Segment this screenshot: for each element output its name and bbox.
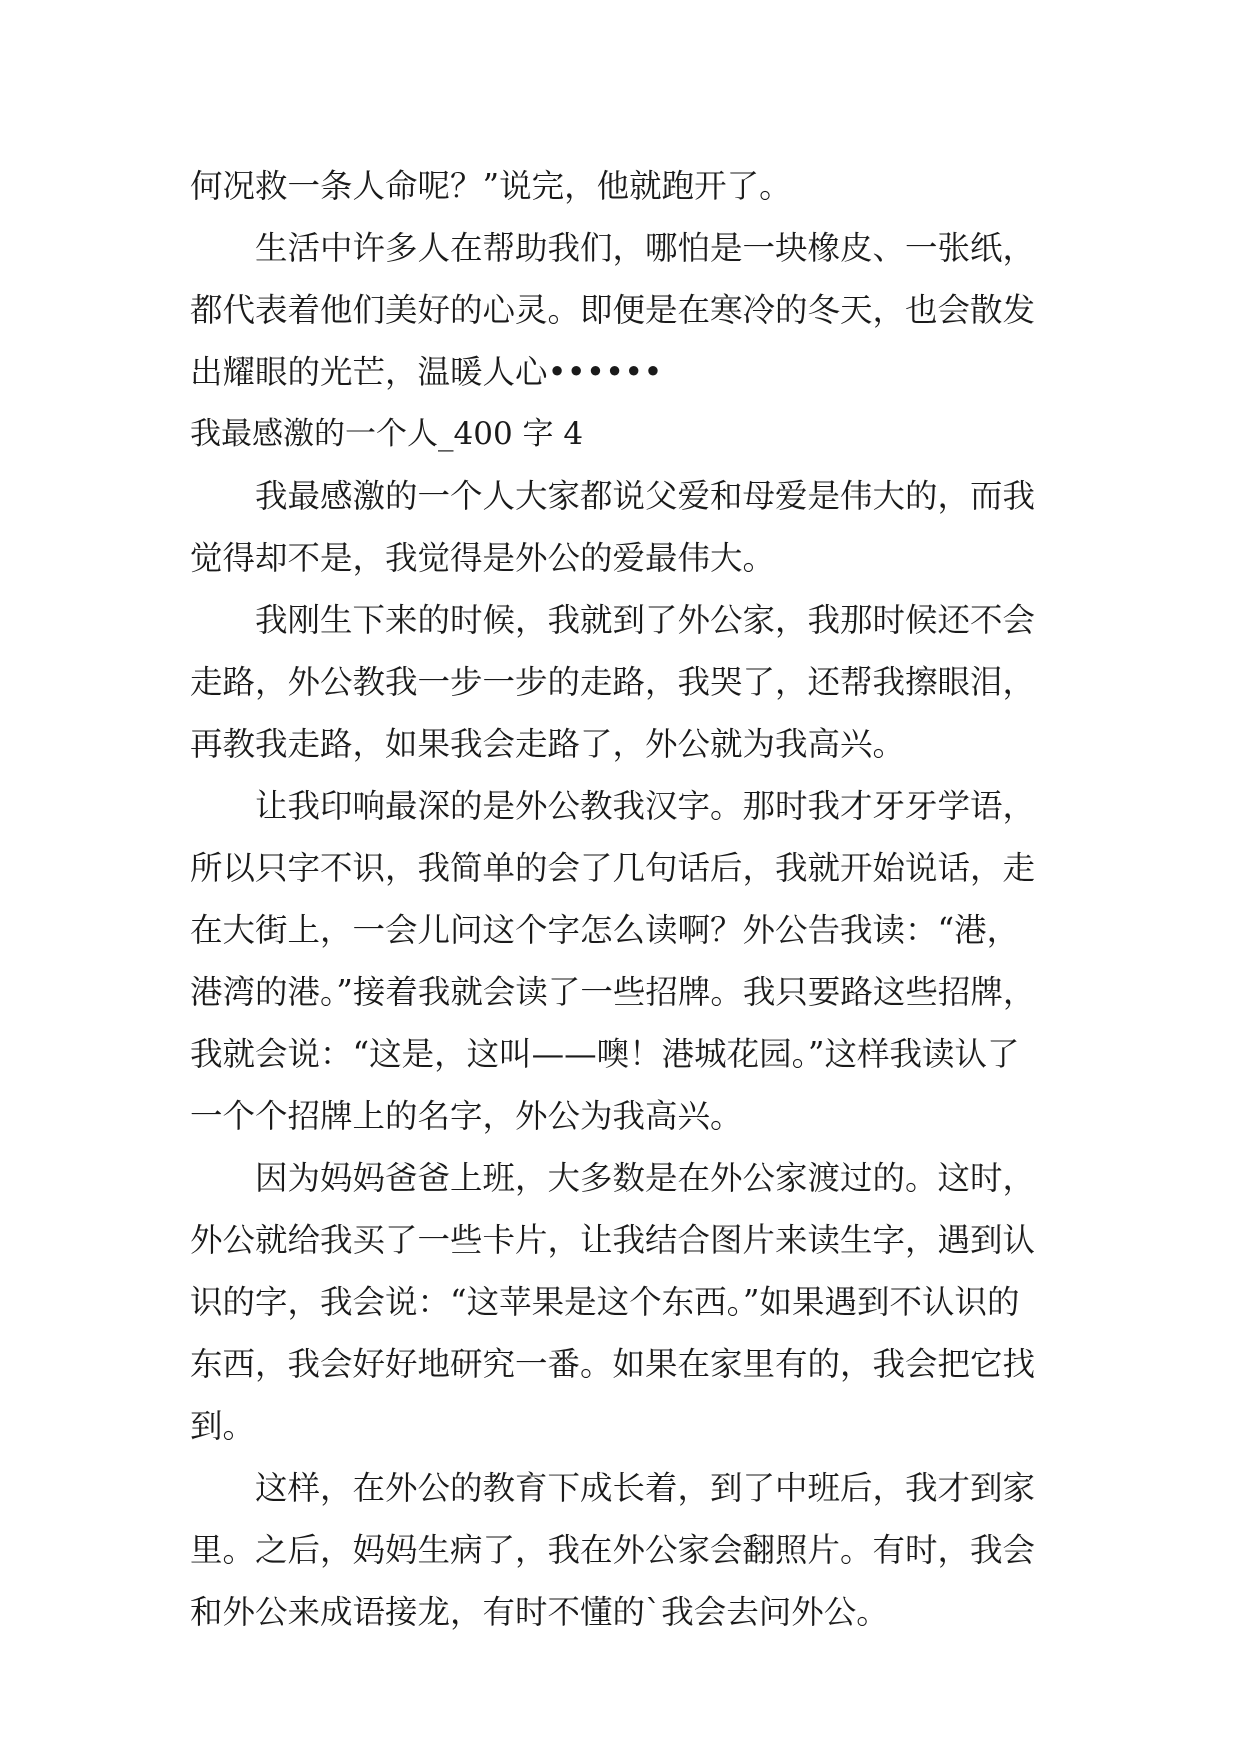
text-line: 走路，外公教我一步一步的走路，我哭了，还帮我擦眼泪， — [190, 663, 1036, 701]
text-line: 港湾的港。”接着我就会读了一些招牌。我只要路这些招牌， — [190, 973, 1036, 1011]
text-line: 识的字，我会说：“这苹果是这个东西。”如果遇到不认识的 — [190, 1283, 1020, 1321]
text-line: 我最感激的一个人大家都说父爱和母爱是伟大的，而我 — [255, 477, 1036, 515]
text-line: 东西，我会好好地研究一番。如果在家里有的，我会把它找 — [190, 1345, 1036, 1383]
text-line: 一个个招牌上的名字，外公为我高兴。 — [190, 1097, 743, 1135]
text-line: 在大街上，一会儿问这个字怎么读啊？外公告我读：“港， — [190, 911, 1020, 949]
text-line: 生活中许多人在帮助我们，哪怕是一块橡皮、一张纸， — [255, 229, 1036, 267]
text-line: 让我印响最深的是外公教我汉字。那时我才牙牙学语， — [255, 787, 1036, 825]
text-line: 里。之后，妈妈生病了，我在外公家会翻照片。有时，我会 — [190, 1531, 1036, 1569]
section-title: 我最感激的一个人_400 字 4 — [190, 416, 584, 452]
text-line: 觉得却不是，我觉得是外公的爱最伟大。 — [190, 539, 776, 577]
text-line: 和外公来成语接龙，有时不懂的`我会去问外公。 — [190, 1593, 889, 1631]
text-line: 所以只字不识，我简单的会了几句话后，我就开始说话，走 — [190, 849, 1036, 887]
text-line: 这样，在外公的教育下成长着，到了中班后，我才到家 — [255, 1469, 1036, 1507]
text-line: 都代表着他们美好的心灵。即便是在寒冷的冬天，也会散发 — [190, 291, 1036, 329]
text-line: 外公就给我买了一些卡片，让我结合图片来读生字，遇到认 — [190, 1221, 1036, 1259]
text-line: 到。 — [190, 1407, 256, 1445]
text-line: 我就会说：“这是，这叫——噢！港城花园。”这样我读认了 — [190, 1035, 1020, 1073]
text-line: 何况救一条人命呢？”说完，他就跑开了。 — [190, 167, 792, 205]
document-body — [190, 155, 1070, 1643]
text-line: 我刚生下来的时候，我就到了外公家，我那时候还不会 — [255, 601, 1036, 639]
text-line: 因为妈妈爸爸上班，大多数是在外公家渡过的。这时， — [255, 1159, 1036, 1197]
text-line: 出耀眼的光芒，温暖人心•••••• — [190, 353, 663, 391]
text-line: 再教我走路，如果我会走路了，外公就为我高兴。 — [190, 725, 906, 763]
